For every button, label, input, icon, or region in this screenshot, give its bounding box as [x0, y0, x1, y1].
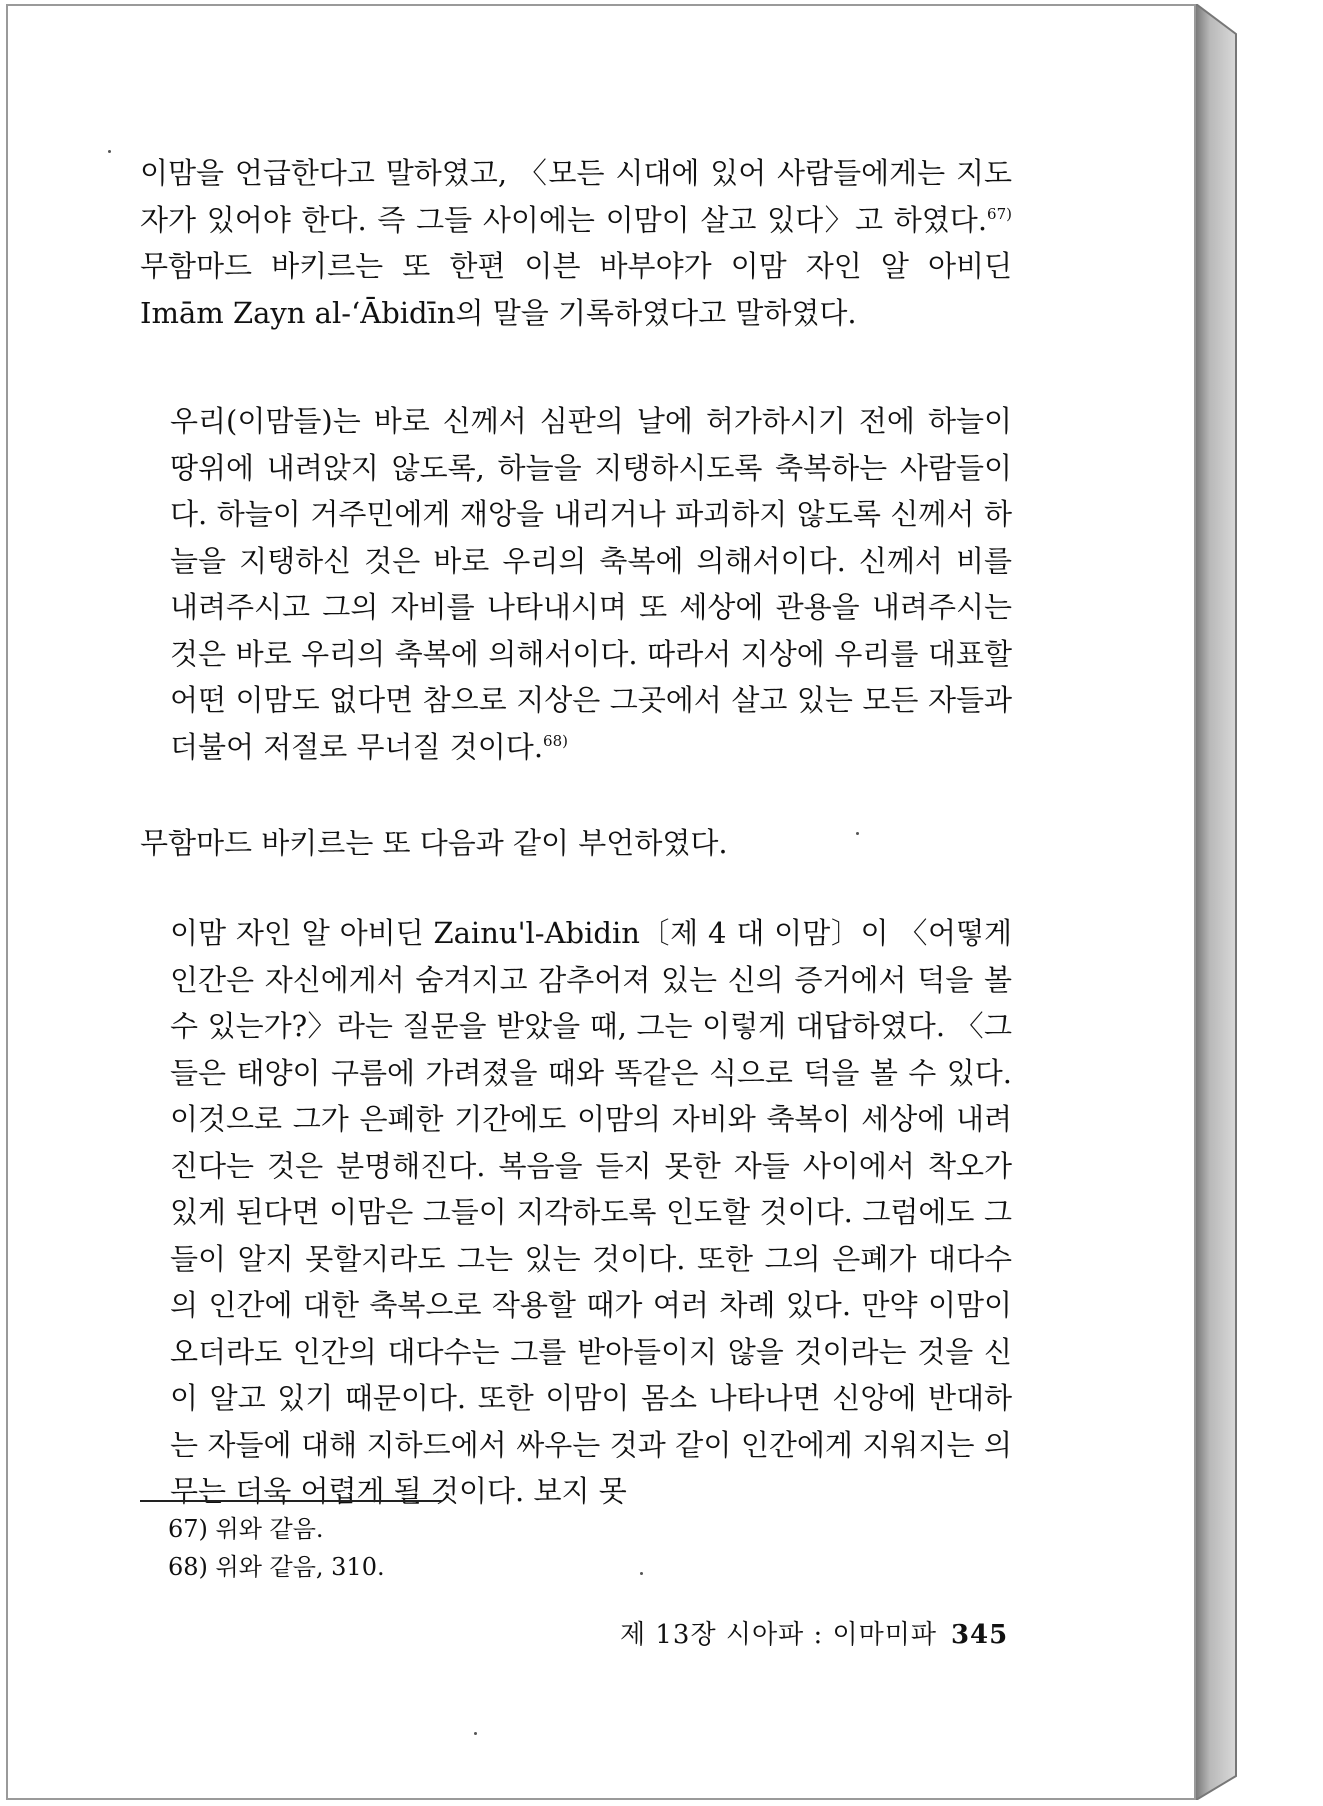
scan-speck	[474, 1732, 477, 1735]
paragraph-1-text-b: 무함마드 바키르는 또 한편 이븐 바부야가 이맘 자인 알 아비딘 Imām Zayn al-ʻĀbidīn의 말을 기록하였다고 말하였다.	[140, 249, 1012, 330]
paragraph-1-text-a: 이맘을 언급한다고 말하였고, 〈모든 시대에 있어 사람들에게는 지도자가 있어야 한다. 즉 그들 사이에는 이맘이 살고 있다〉고 하였다.	[140, 156, 1012, 237]
block-quote-2	[170, 910, 1012, 1515]
footnote-ref-68: 68)	[543, 731, 568, 750]
scan-speck	[856, 832, 859, 835]
footnote-67: 67) 위와 같음.	[168, 1515, 324, 1543]
book-page-edge	[1196, 4, 1244, 1800]
block-quote-1	[170, 398, 1012, 770]
paragraph-1	[140, 150, 1012, 336]
footnote-68: 68) 위와 같음, 310.	[168, 1553, 385, 1581]
block-quote-1-text: 우리(이맘들)는 바로 신께서 심판의 날에 허가하시기 전에 하늘이 땅위에 내려앉지 않도록, 하늘을 지탱하시도록 축복하는 사람들이다. 하늘이 거주민에게 재앙을 내리거나 파괴하지 않도록 신께서 하늘을 지탱하신 것은 바로 우리의 축복에 의해서이다. 신께서 비를 내려주시고 그의 자비를 나타내시며 또 세상에 관용을 내려주시는 것은 바로 우리의 축복에 의해서이다. 따라서 지상에 우리를 대표할 어떤 이맘도 없다면 참으로 지상은 그곳에서 살고 있는 모든 자들과 더불어 저절로 무너질 것이다.	[170, 404, 1012, 764]
scan-speck	[108, 150, 111, 153]
block-quote-2-text: 이맘 자인 알 아비딘 Zainu'l-Abidin〔제 4 대 이맘〕이 〈어떻게 인간은 자신에게서 숨겨지고 감추어져 있는 신의 증거에서 덕을 볼 수 있는가?〉라는 질문을 받았을 때, 그는 이렇게 대답하였다. 〈그들은 태양이 구름에 가려졌을 때와 똑같은 식으로 덕을 볼 수 있다. 이것으로 그가 은폐한 기간에도 이맘의 자비와 축복이 세상에 내려진다는 것은 분명해진다. 복음을 듣지 못한 자들 사이에서 착오가 있게 된다면 이맘은 그들이 지각하도록 인도할 것이다. 그럼에도 그들이 알지 못할지라도 그는 있는 것이다. 또한 그의 은폐가 대다수의 인간에 대한 축복으로 작용할 때가 여러 차례 있다. 만약 이맘이 오더라도 인간의 대다수는 그를 받아들이지 않을 것이라는 것을 신이 알고 있기 때문이다. 또한 이맘이 몸소 나타나면 신앙에 반대하는 자들에 대해 지하드에서 싸우는 것과 같이 인간에게 지워지는 의무는 더욱 어렵게 될 것이다. 보지 못	[170, 916, 1012, 1508]
chapter-title: 제 13장 시아파 : 이마미파	[620, 1620, 937, 1650]
page-number: 345	[950, 1620, 1009, 1650]
paragraph-2-text: 무함마드 바키르는 또 다음과 같이 부언하였다.	[140, 826, 728, 860]
paragraph-2	[140, 820, 1012, 867]
running-header	[620, 1614, 1008, 1651]
scan-speck	[640, 1572, 643, 1575]
footnote-divider	[140, 1500, 442, 1502]
footnote-ref-67: 67)	[987, 204, 1012, 223]
